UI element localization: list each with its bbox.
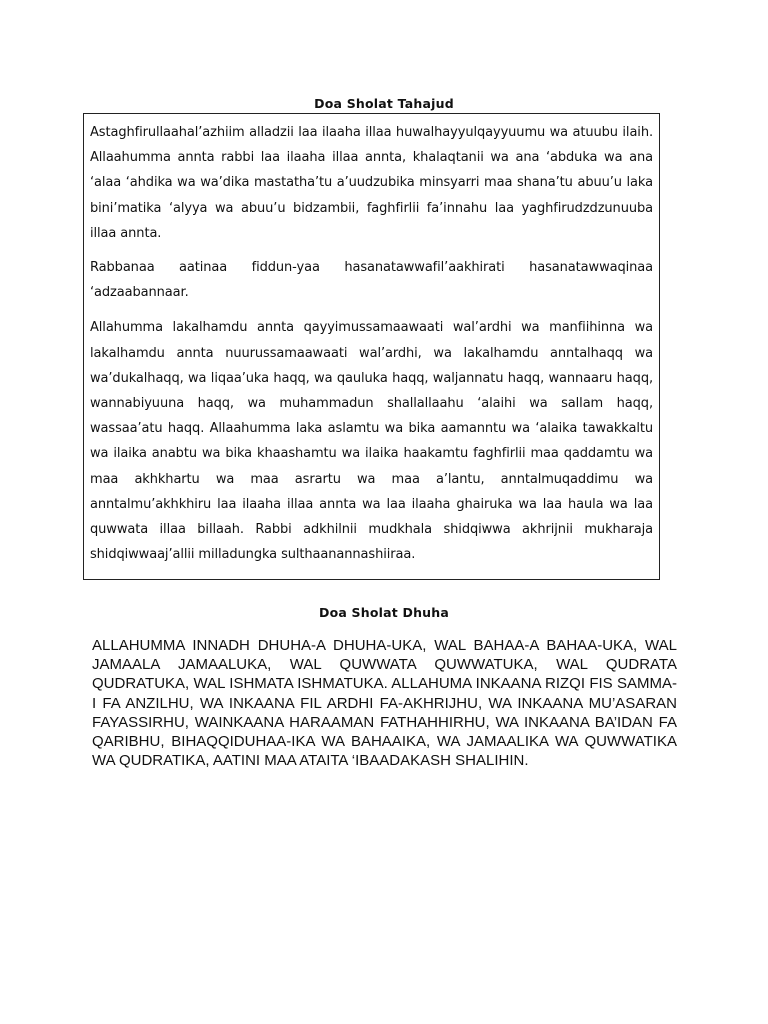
tahajud-title: Doa Sholat Tahajud — [314, 96, 454, 111]
tahajud-paragraph-1: Astaghfirullaahal’azhiim alladzii laa ilaaha illaa huwalhayyulqayyuumu wa atuubu ilaih. Allaahumma annta rabbi laa ilaaha illaa annta, khalaqtanii wa ana ‘abduka wa ana ‘alaa ‘ahdika wa wa’dika mastatha’tu a’uudzubika minsyarri maa shana’tu abuu’u laka bini’matika ‘alyya wa abuu’u bidzambii, faghfirlii fa’innahu laa yaghfirudzdzunuuba illaa annta. — [90, 125, 653, 241]
tahajud-paragraph-2: Rabbanaa aatinaa fiddun-yaa hasanatawwafil’aakhirati hasanatawwaqinaa ‘adzaabannaar. — [90, 260, 653, 301]
tahajud-prayer-box — [83, 113, 660, 580]
dhuha-title: Doa Sholat Dhuha — [319, 605, 449, 620]
dhuha-paragraph: ALLAHUMMA INNADH DHUHA-A DHUHA-UKA, WAL BAHAA-A BAHAA-UKA, WAL JAMAALA JAMAALUKA, WAL QUWWATA QUWWATUKA, WAL QUDRATA QUDRATUKA, WAL ISHMATA ISHMATUKA. ALLAHUMA INKAANA RIZQI FIS SAMMA-I FA ANZILHU, WA INKAANA FIL ARDHI FA-AKHRIJHU, WA INKAANA MU’ASARAN FAYASSIRHU, WAINKAANA HARAAMAN FATHAHHIRHU, WA INKAANA BA’IDAN FA QARIBHU, BIHAQQIDUHAA-IKA WA BAHAAIKA, WA JAMAALIKA WA QUWWATIKA WA QUDRATIKA, AATINI MAA ATAITA ‘IBAADAKASH SHALIHIN. — [92, 637, 677, 770]
tahajud-paragraph-3: Allahumma lakalhamdu annta qayyimussamaawaati wal’ardhi wa manfiihinna wa lakalhamdu annta nuurussamaawaati wal’ardhi, wa lakalhamdu anntalhaqq wa wa’dukalhaqq, wa liqaa’uka haqq, wa qauluka haqq, waljannatu haqq, wannaaru haqq, wannabiyuuna haqq, wa muhammadun shallallaahu ‘alaihi wa sallam haqq, wassaa’atu haqq. Allaahumma laka aslamtu wa bika aamanntu wa ‘alaika tawakkaltu wa ilaika anabtu wa bika khaashamtu wa ilaika haakamtu faghfirlii maa qaddamtu wa maa akhkhartu wa maa asrartu wa maa a’lantu, anntalmuqaddimu wa anntalmu’akhkhiru laa ilaaha illaa annta wa laa ilaaha ghairuka wa laa haula wa laa quwwata illaa billaah. Rabbi adkhilnii mudkhala shidqiwwa akhrijnii mukharaja shidqiwwaaj’allii milladungka sulthaanannashiiraa. — [90, 320, 653, 563]
